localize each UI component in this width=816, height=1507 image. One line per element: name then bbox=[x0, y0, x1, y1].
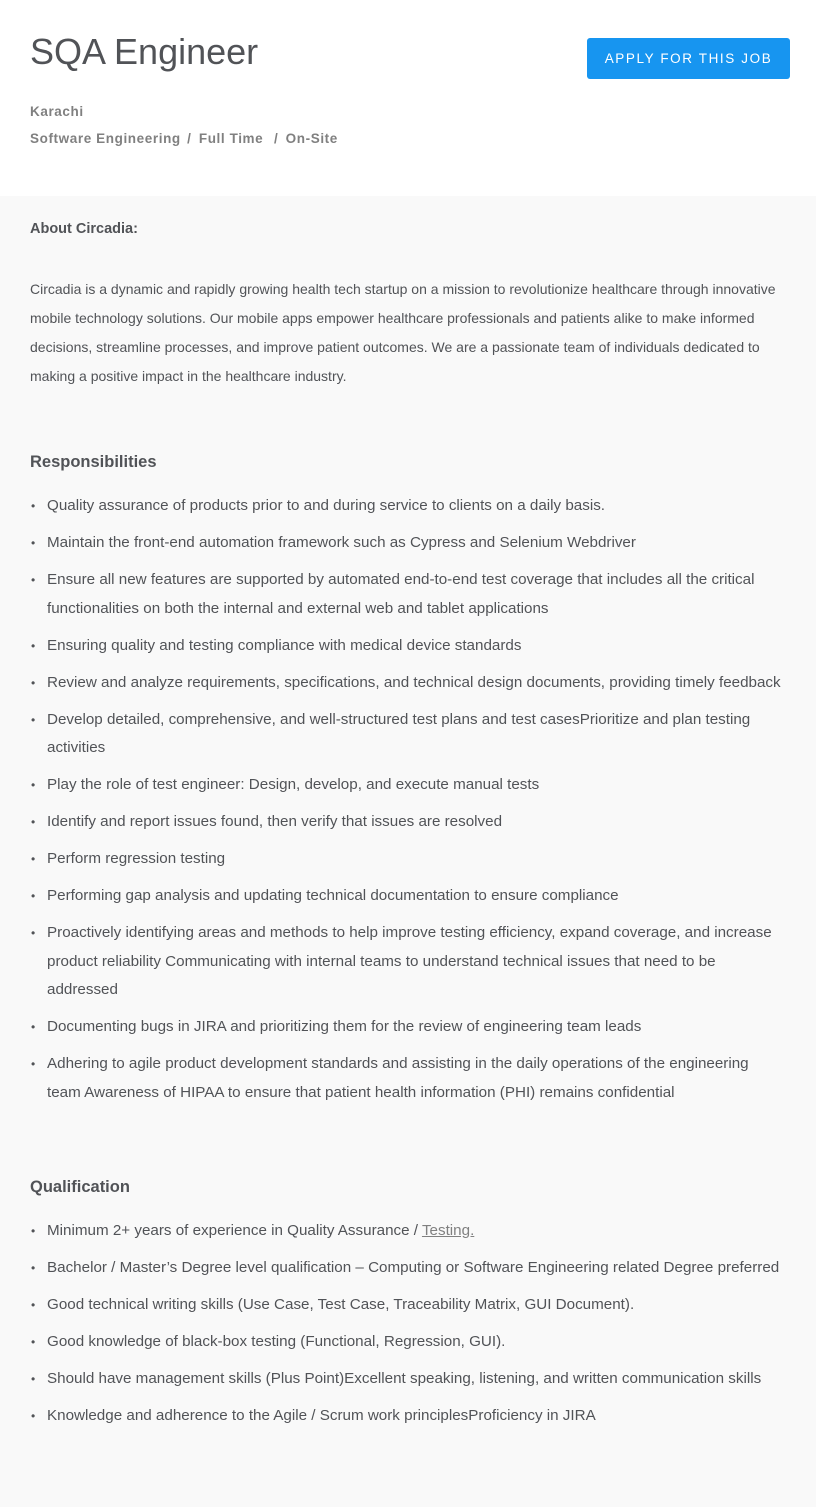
testing-link[interactable]: Testing. bbox=[421, 1222, 475, 1239]
list-item: • Maintain the front-end automation framework such as Cypress and Selenium Webdriver bbox=[30, 529, 786, 558]
job-location: Karachi bbox=[30, 104, 84, 119]
list-item: • Adhering to agile product development standards and assisting in the daily operations of the engineering team Awareness of HIPAA to ensure that patient health information (PHI) remains confidential bbox=[30, 1050, 786, 1107]
list-item: • Performing gap analysis and updating technical documentation to ensure compliance bbox=[30, 882, 786, 911]
list-item: • Ensuring quality and testing compliance with medical device standards bbox=[30, 632, 786, 661]
list-item: • Quality assurance of products prior to and during service to clients on a daily basis. bbox=[30, 492, 786, 521]
qualification-item-text: Minimum 2+ years of experience in Quality Assurance / bbox=[47, 1222, 422, 1239]
category-separator: / bbox=[265, 131, 283, 146]
list-item: • Perform regression testing bbox=[30, 845, 786, 874]
list-item: • Develop detailed, comprehensive, and well-structured test plans and test casesPrioritize and plan testing activities bbox=[30, 706, 786, 763]
list-item: • Identify and report issues found, then verify that issues are resolved bbox=[30, 808, 786, 837]
list-item: • Proactively identifying areas and methods to help improve testing efficiency, expand coverage, and increase product reliability Communicating with internal teams to understand technical issues that need to be addressed bbox=[30, 919, 786, 1005]
category-commitment: Full Time bbox=[198, 131, 264, 146]
list-item: • Good knowledge of black-box testing (Functional, Regression, GUI). bbox=[30, 1328, 786, 1357]
list-item: • Knowledge and adherence to the Agile / Scrum work principlesProficiency in JIRA bbox=[30, 1402, 786, 1431]
category-separator: / bbox=[182, 131, 196, 146]
job-header bbox=[0, 0, 816, 196]
apply-button[interactable]: APPLY FOR THIS JOB bbox=[587, 38, 790, 79]
job-description bbox=[0, 196, 816, 1431]
list-item: • Bachelor / Master’s Degree level qualification – Computing or Software Engineering related Degree preferred bbox=[30, 1254, 786, 1283]
list-item: • Ensure all new features are supported by automated end-to-end test coverage that includes all the critical functionalities on both the internal and external web and tablet applications bbox=[30, 566, 786, 623]
list-item: • Review and analyze requirements, specifications, and technical design documents, providing timely feedback bbox=[30, 669, 786, 698]
job-categories bbox=[30, 131, 786, 146]
job-title: SQA Engineer bbox=[30, 31, 259, 72]
list-item: • Should have management skills (Plus Point)Excellent speaking, listening, and written communication skills bbox=[30, 1365, 786, 1394]
about-text: Circadia is a dynamic and rapidly growing health tech startup on a mission to revolutionize healthcare through innovative mobile technology solutions. Our mobile apps empower healthcare professionals and patients alike to make informed decisions, streamline processes, and improve patient outcomes. We are a passionate team of individuals dedicated to making a positive impact in the healthcare industry. bbox=[30, 281, 776, 384]
responsibilities-list bbox=[30, 492, 786, 1107]
responsibilities-heading: Responsibilities bbox=[30, 453, 157, 471]
category-workplace: On-Site bbox=[285, 131, 338, 146]
qualification-heading: Qualification bbox=[30, 1178, 130, 1196]
category-department: Software Engineering bbox=[30, 131, 181, 146]
about-heading: About Circadia: bbox=[30, 221, 138, 237]
list-item: • Play the role of test engineer: Design, develop, and execute manual tests bbox=[30, 771, 786, 800]
list-item: • Documenting bugs in JIRA and prioritizing them for the review of engineering team leads bbox=[30, 1013, 786, 1042]
qualification-list bbox=[30, 1217, 786, 1431]
list-item bbox=[30, 1217, 786, 1246]
list-item: • Good technical writing skills (Use Case, Test Case, Traceability Matrix, GUI Document). bbox=[30, 1291, 786, 1320]
